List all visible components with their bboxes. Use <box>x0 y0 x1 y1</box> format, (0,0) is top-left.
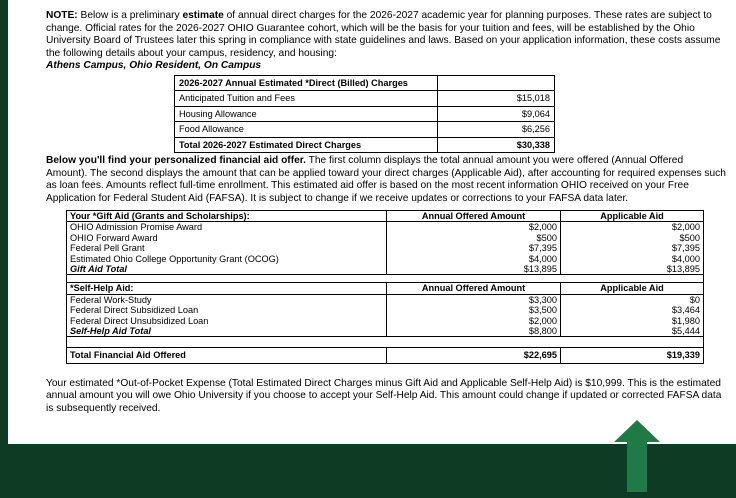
charges-header: 2026-2027 Annual Estimated *Direct (Billed) Charges <box>175 75 438 91</box>
aid-applicable: $4,000 <box>671 253 700 264</box>
charge-value: $15,018 <box>438 91 555 107</box>
gift-aid-total-label: Gift Aid Total <box>67 264 387 275</box>
aid-offered: $2,000 <box>387 222 561 233</box>
total-aid-applicable: $19,339 <box>666 350 700 361</box>
aid-label: Federal Work-Study <box>67 294 387 305</box>
aid-label: OHIO Forward Award <box>67 233 387 243</box>
aid-applicable: $500 <box>679 232 700 243</box>
gift-aid-row <box>67 233 703 243</box>
charges-header-empty <box>438 75 555 91</box>
offer-intro-paragraph <box>46 155 726 205</box>
gift-aid-total-row <box>67 264 703 275</box>
aid-label: Estimated Ohio College Opportunity Grant (OCOG) <box>67 254 387 264</box>
offer-intro-bold: Below you'll find your personalized financial aid offer. <box>46 155 306 166</box>
total-aid-label: Total Financial Aid Offered <box>67 348 387 363</box>
total-aid-offered: $22,695 <box>387 348 561 363</box>
gift-aid-row <box>67 254 703 264</box>
charge-value: $9,064 <box>438 106 555 122</box>
self-help-offered-header: Annual Offered Amount <box>387 283 561 294</box>
aid-offered: $7,395 <box>387 243 561 253</box>
charge-label: Anticipated Tuition and Fees <box>175 91 438 107</box>
charges-row <box>175 106 555 122</box>
aid-label: OHIO Admission Promise Award <box>67 222 387 233</box>
gift-aid-row <box>67 222 703 233</box>
note-label: NOTE: <box>46 10 78 21</box>
gift-aid-header: Your *Gift Aid (Grants and Scholarships): <box>67 211 387 222</box>
self-help-total-offered: $8,800 <box>387 326 561 337</box>
gift-offered-header: Annual Offered Amount <box>387 211 561 222</box>
intro-text-1: Below is a preliminary <box>77 10 183 21</box>
section-gap <box>67 337 703 348</box>
self-help-total-applicable: $5,444 <box>671 326 700 337</box>
self-help-row <box>67 305 703 315</box>
aid-applicable: $1,980 <box>671 315 700 326</box>
aid-offered: $500 <box>387 233 561 243</box>
charge-label: Food Allowance <box>175 122 438 138</box>
charges-total-row <box>175 137 555 153</box>
charges-header-row <box>175 75 555 91</box>
aid-applicable: $0 <box>689 294 700 305</box>
aid-label: Federal Direct Unsubsidized Loan <box>67 316 387 326</box>
gap-cell <box>67 337 703 348</box>
charges-total-value: $30,338 <box>438 137 555 153</box>
aid-label: Federal Pell Grant <box>67 243 387 253</box>
campus-details: Athens Campus, Ohio Resident, On Campus <box>46 60 262 71</box>
self-help-header-row <box>67 283 703 294</box>
aid-offered: $4,000 <box>387 254 561 264</box>
aid-offered: $3,300 <box>387 294 561 305</box>
offer-intro-text: The first column displays the total annual amount you were offered (Annual Offered Amount). The second displays the amount that can be applied toward your direct charges (Applicable Aid), after accounting for required expenses such as loan fees. Amounts reflect full-time enrollment. This estimated aid offer is based on the most recent information OHIO received on your Free Application for Federal Student Aid (FAFSA). It is subject to change if we receive updates or corrections to your FAFSA data later. <box>46 155 726 204</box>
aid-offer-document <box>8 0 736 444</box>
self-help-total-row <box>67 326 703 337</box>
gift-applicable-header: Applicable Aid <box>561 211 704 222</box>
charge-value: $6,256 <box>438 122 555 138</box>
estimate-word: estimate <box>182 10 224 21</box>
gift-aid-header-row <box>67 211 703 222</box>
aid-offer-table-box <box>66 210 704 364</box>
section-gap <box>67 275 703 283</box>
charge-label: Housing Allowance <box>175 106 438 122</box>
aid-label: Federal Direct Subsidized Loan <box>67 305 387 315</box>
aid-applicable: $3,464 <box>671 305 700 316</box>
direct-charges-table <box>174 75 555 154</box>
aid-offered: $3,500 <box>387 305 561 315</box>
total-aid-row <box>67 348 703 363</box>
charges-row <box>175 122 555 138</box>
gift-aid-total-applicable: $13,895 <box>666 264 700 275</box>
charges-row <box>175 91 555 107</box>
self-help-total-label: Self-Help Aid Total <box>67 326 387 337</box>
aid-offered: $2,000 <box>387 316 561 326</box>
self-help-header: *Self-Help Aid: <box>67 283 387 294</box>
self-help-applicable-header: Applicable Aid <box>561 283 704 294</box>
out-of-pocket-paragraph: Your estimated *Out-of-Pocket Expense (Total Estimated Direct Charges minus Gift Aid and Applicable Self-Help Aid) is $10,999. This is the estimated annual amount you will owe Ohio University if you choose to accept your Self-Help Aid. This amount could change if updated or corrected FAFSA data is subsequently received. <box>46 377 722 414</box>
self-help-row <box>67 316 703 326</box>
aid-applicable: $2,000 <box>671 222 700 233</box>
charges-total-label: Total 2026-2027 Estimated Direct Charges <box>175 137 438 153</box>
intro-text-2: of annual direct charges for the 2026-2027 academic year for planning purposes. These rates are subject to change. Official rates for the 2026-2027 OHIO Guarantee cohort, which will be the basis for your tuition and fees, will be established by the Ohio University Board of Trustees later this spring in compliance with state guidelines and laws. Based on your application information, these costs assume the following details about your campus, residency, and housing: <box>46 10 721 59</box>
gift-aid-total-offered: $13,895 <box>387 264 561 275</box>
intro-paragraph <box>46 10 726 73</box>
self-help-row <box>67 294 703 305</box>
up-arrow-icon <box>614 420 660 492</box>
aid-offer-table <box>67 211 703 363</box>
aid-applicable: $7,395 <box>671 243 700 254</box>
gap-cell <box>67 275 703 283</box>
gift-aid-row <box>67 243 703 253</box>
